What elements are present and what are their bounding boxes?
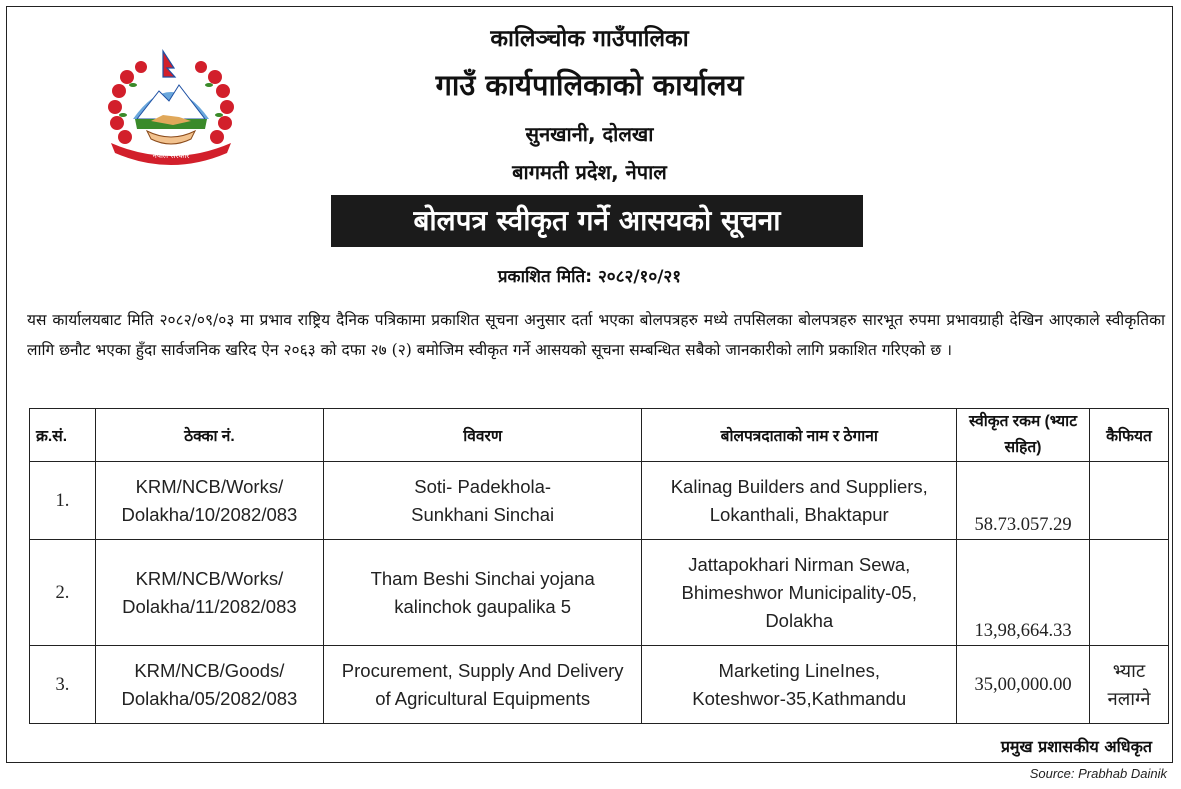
table-row <box>30 646 1169 724</box>
row-sn: 1. <box>30 462 96 540</box>
province-name: बागमती प्रदेश, नेपाल <box>512 160 667 184</box>
office-location: सुनखानी, दोलखा <box>525 122 654 146</box>
table-row <box>30 540 1169 646</box>
row-remarks <box>1090 462 1169 540</box>
row-bidder: Kalinag Builders and Suppliers, Lokanthali, Bhaktapur <box>642 462 957 540</box>
notice-title: बोलपत्र स्वीकृत गर्ने आसयको सूचना <box>331 195 863 247</box>
header-description: विवरण <box>323 409 642 462</box>
row-contract-no: KRM/NCB/Works/ Dolakha/10/2082/083 <box>95 462 323 540</box>
row-remarks: भ्याट नलाग्ने <box>1090 646 1169 724</box>
header-remarks: कैफियत <box>1090 409 1169 462</box>
row-sn: 2. <box>30 540 96 646</box>
row-description: Soti- Padekhola- Sunkhani Sinchai <box>323 462 642 540</box>
header-amount: स्वीकृत रकम (भ्याट सहित) <box>957 409 1090 462</box>
office-name: गाउँ कार्यपालिकाको कार्यालय <box>435 68 744 102</box>
row-contract-no: KRM/NCB/Works/ Dolakha/11/2082/083 <box>95 540 323 646</box>
row-description: Procurement, Supply And Delivery of Agricultural Equipments <box>323 646 642 724</box>
table-header-row <box>30 409 1169 462</box>
notice-body: यस कार्यालयबाट मिति २०८२/०९/०३ मा प्रभाव राष्ट्रिय दैनिक पत्रिकामा प्रकाशित सूचना अनुसार दर्ता भएका बोलपत्रहरु मध्ये तपसिलका बोलपत्रहरु सारभूत रुपमा प्रभावग्राही देखिन आएकाले स्वीकृतिका लागि छनौट भएका हुँदा सार्वजनिक खरिद ऐन २०६३ को दफा २७ (२) बमोजिम स्वीकृत गर्ने आसयको सूचना सम्बन्धित सबैको जानकारीको लागि प्रकाशित गरिएको छ । <box>27 311 1165 359</box>
row-description: Tham Beshi Sinchai yojana kalinchok gaupalika 5 <box>323 540 642 646</box>
emblem-caption: नेपाल सरकार <box>152 151 190 160</box>
row-bidder: Jattapokhari Nirman Sewa, Bhimeshwor Municipality-05, Dolakha <box>642 540 957 646</box>
row-amount: 35,00,000.00 <box>957 646 1090 724</box>
row-amount: 58.73.057.29 <box>957 462 1090 540</box>
row-remarks <box>1090 540 1169 646</box>
row-sn: 3. <box>30 646 96 724</box>
notice-frame <box>6 6 1173 763</box>
header-bidder: बोलपत्रदाताको नाम र ठेगाना <box>642 409 957 462</box>
published-date: प्रकाशित मिति: २०८२/१०/२१ <box>497 267 682 287</box>
row-amount: 13,98,664.33 <box>957 540 1090 646</box>
tender-table <box>29 408 1169 724</box>
header-contract-no: ठेक्का नं. <box>95 409 323 462</box>
source-credit: Source: Prabhab Dainik <box>1029 766 1167 781</box>
table-row <box>30 462 1169 540</box>
signoff-title: प्रमुख प्रशासकीय अधिकृत <box>1000 737 1152 756</box>
row-bidder: Marketing LineInes, Koteshwor-35,Kathmandu <box>642 646 957 724</box>
header-sn: क्र.सं. <box>30 409 96 462</box>
row-contract-no: KRM/NCB/Goods/ Dolakha/05/2082/083 <box>95 646 323 724</box>
municipality-name: कालिञ्चोक गाउँपालिका <box>490 26 689 52</box>
